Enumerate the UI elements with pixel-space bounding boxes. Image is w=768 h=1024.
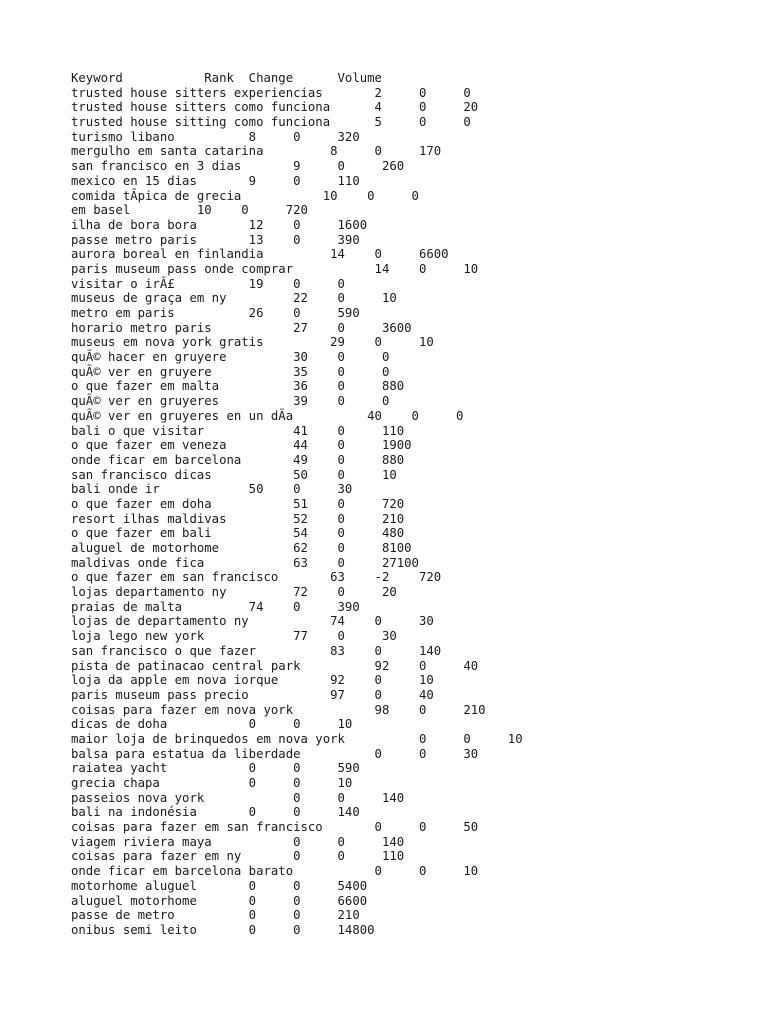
keyword-row: trusted house sitters experiencias 2 0 0	[71, 85, 471, 100]
keyword-row: onde ficar em barcelona 49 0 880	[71, 452, 405, 467]
keyword-row: mexico en 15 dias 9 0 110	[71, 173, 360, 188]
keyword-row: san francisco dicas 50 0 10	[71, 467, 397, 482]
keyword-row: passe metro paris 13 0 390	[71, 232, 360, 247]
keyword-row: praias de malta 74 0 390	[71, 599, 360, 614]
keyword-row: pista de patinacao central park 92 0 40	[71, 658, 479, 673]
keyword-row: motorhome aluguel 0 0 5400	[71, 878, 368, 893]
keyword-row: o que fazer em veneza 44 0 1900	[71, 438, 412, 453]
keyword-row: paris museum pass onde comprar 14 0 10	[71, 261, 479, 276]
keyword-row: aluguel de motorhome 62 0 8100	[71, 541, 412, 555]
keyword-row: quÃ© ver en gruyeres 39 0 0	[71, 394, 390, 409]
keyword-row: maior loja de brinquedos em nova york 0 0 10	[71, 731, 523, 746]
keyword-row: o que fazer em malta 36 0 880	[71, 379, 405, 394]
keyword-row: coisas para fazer em nova york 98 0 210	[71, 702, 486, 717]
keyword-row: dicas de doha 0 0 10	[71, 717, 353, 732]
keyword-row: mergulho em santa catarina 8 0 170	[71, 144, 442, 159]
keyword-row: aluguel motorhome 0 0 6600	[71, 893, 368, 908]
keyword-row: coisas para fazer em san francisco 0 0 50	[71, 820, 479, 835]
keyword-row: grecia chapa 0 0 10	[71, 776, 353, 790]
keyword-row: metro em paris 26 0 590	[71, 306, 360, 320]
keyword-row: museus em nova york gratis 29 0 10	[71, 335, 434, 350]
keyword-row: passe de metro 0 0 210	[71, 908, 360, 923]
keyword-row: passeios nova york 0 0 140	[71, 790, 405, 805]
keyword-row: san francisco en 3 dias 9 0 260	[71, 159, 405, 174]
keyword-row: bali o que visitar 41 0 110	[71, 423, 405, 438]
keyword-row: raiatea yacht 0 0 590	[71, 761, 360, 776]
keyword-row: bali onde ir 50 0 30	[71, 482, 353, 497]
keyword-row: visitar o irÃ£ 19 0 0	[71, 276, 345, 291]
keyword-row: museus de graça em ny 22 0 10	[71, 291, 397, 306]
keyword-row: coisas para fazer em ny 0 0 110	[71, 849, 405, 864]
keyword-row: o que fazer em bali 54 0 480	[71, 526, 405, 541]
keyword-row: san francisco o que fazer 83 0 140	[71, 643, 442, 658]
keyword-row: quÃ© hacer en gruyere 30 0 0	[71, 350, 390, 365]
keyword-row: onibus semi leito 0 0 14800	[71, 922, 375, 937]
keyword-row: trusted house sitting como funciona 5 0 0	[71, 115, 471, 130]
keyword-row: maldivas onde fica 63 0 27100	[71, 555, 419, 570]
keyword-row: resort ilhas maldivas 52 0 210	[71, 511, 405, 526]
keyword-row: turismo libano 8 0 320	[71, 129, 360, 144]
keyword-row: viagem riviera maya 0 0 140	[71, 834, 405, 849]
keyword-row: ilha de bora bora 12 0 1600	[71, 217, 368, 232]
keyword-row: balsa para estatua da liberdade 0 0 30	[71, 746, 479, 761]
keyword-row: o que fazer em san francisco 63 -2 720	[71, 570, 442, 585]
keyword-row: bali na indonésia 0 0 140	[71, 805, 360, 820]
keyword-row: o que fazer em doha 51 0 720	[71, 496, 405, 511]
keyword-row: loja da apple em nova iorque 92 0 10	[71, 673, 434, 688]
keyword-row: onde ficar em barcelona barato 0 0 10	[71, 864, 479, 879]
keyword-row: quÃ© ver en gruyeres en un dÃa 40 0 0	[71, 408, 464, 423]
keyword-row: em basel 10 0 720	[71, 203, 308, 218]
keyword-row: loja lego new york 77 0 30	[71, 629, 397, 644]
keyword-ranking-text	[71, 71, 523, 938]
keyword-row: quÃ© ver en gruyere 35 0 0	[71, 364, 390, 379]
keyword-row: lojas departamento ny 72 0 20	[71, 585, 397, 600]
keyword-row: trusted house sitters como funciona 4 0 20	[71, 100, 479, 115]
keyword-row: comida tÃpica de grecia 10 0 0	[71, 188, 419, 203]
keyword-row: lojas de departamento ny 74 0 30	[71, 614, 434, 629]
keyword-row: aurora boreal en finlandia 14 0 6600	[71, 247, 449, 262]
keyword-row: horario metro paris 27 0 3600	[71, 320, 412, 335]
header-line: Keyword Rank Change Volume	[71, 71, 382, 85]
keyword-row: paris museum pass precio 97 0 40	[71, 687, 434, 702]
